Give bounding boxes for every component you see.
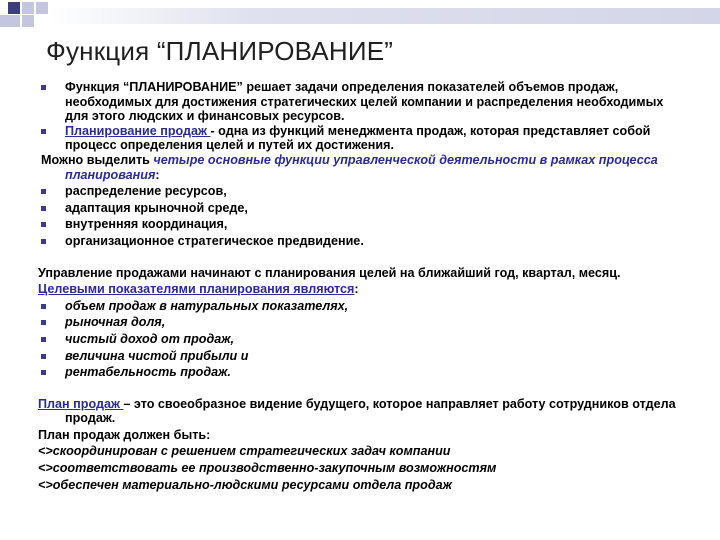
bullet-square-icon	[41, 129, 46, 134]
sales-plan-link[interactable]: План продаж	[38, 396, 124, 411]
sales-planning-link[interactable]: Планирование продаж	[65, 123, 211, 138]
target-item: рентабельность продаж.	[65, 365, 231, 380]
target-item: величина чистой прибыли и	[65, 348, 249, 363]
sales-plan-text: – это своеобразное видение будущего, которое направляет работу сотрудников отдела продаж.	[65, 396, 676, 426]
decor-square	[22, 2, 34, 14]
functions-intro-plain: Можно выделить	[41, 152, 154, 167]
function-item: организационное стратегическое предвидение.	[65, 233, 364, 248]
targets-link[interactable]: Целевыми показателями планирования являются	[38, 282, 355, 297]
sales-plan-para	[38, 397, 678, 426]
functions-intro-colon: :	[155, 167, 160, 182]
functions-intro	[38, 153, 678, 182]
bullet-square-icon	[41, 189, 46, 194]
target-item: объем продаж в натуральных показателях,	[65, 298, 349, 313]
header-decoration	[0, 0, 720, 34]
slide-body	[38, 80, 678, 492]
decor-square	[22, 15, 34, 27]
function-item: внутренняя координация,	[65, 217, 228, 232]
bullet-item	[38, 124, 678, 153]
spacer	[38, 380, 678, 397]
bullet-square-icon	[41, 85, 46, 90]
management-para: Управление продажами начинают с планирования целей на ближайший год, квартал, месяц.	[38, 265, 621, 280]
bullet-item	[38, 315, 678, 330]
requirement-item: <>соответствовать ее производственно-закупочным возможностям	[38, 461, 497, 476]
sales-planning-text: - одна из функций менеджмента продаж, которая представляет собой процесс определения целей и путей их достижения.	[65, 123, 651, 153]
requirement-item: <>обеспечен материально-людскими ресурсами отдела продаж	[38, 477, 452, 492]
bullet-item	[38, 349, 678, 364]
bullet-square-icon	[41, 206, 46, 211]
functions-intro-italic: четыре основные функции управленческой деятельности в рамках процесса планирования	[65, 152, 658, 182]
spacer	[38, 249, 678, 266]
function-item: распределение ресурсов,	[65, 184, 227, 199]
bullet-square-icon	[41, 337, 46, 342]
decor-square	[8, 2, 20, 14]
bullet-square-icon	[41, 222, 46, 227]
bullet-square-icon	[41, 320, 46, 325]
requirement-item: <>скоординирован с решением стратегических задач компании	[38, 444, 451, 459]
bullet-item	[38, 80, 678, 124]
bullet-item	[38, 217, 678, 232]
bullet-item	[38, 332, 678, 347]
decor-square	[8, 15, 20, 27]
bullet-square-icon	[41, 370, 46, 375]
bullet-square-icon	[41, 354, 46, 359]
targets-heading	[38, 282, 678, 297]
target-item: рыночная доля,	[65, 315, 166, 330]
target-item: чистый доход от продаж,	[65, 331, 235, 346]
planning-definition-text: Функция “ПЛАНИРОВАНИЕ” решает задачи определения показателей объемов продаж, необходимых для достижения стратегических целей компании и распределения необходимых для этого людских и финансовых ресурсов.	[65, 80, 664, 124]
slide-title: Функция “ПЛАНИРОВАНИЕ”	[46, 36, 394, 66]
bullet-item	[38, 234, 678, 249]
targets-colon: :	[354, 282, 359, 297]
function-item: адаптация крыночной среде,	[65, 200, 248, 215]
bullet-item	[38, 299, 678, 314]
decor-square	[36, 2, 48, 14]
bullet-item	[38, 365, 678, 380]
bullet-square-icon	[41, 304, 46, 309]
bullet-item	[38, 201, 678, 216]
plan-requirements-heading: План продаж должен быть:	[38, 427, 211, 442]
decor-bar	[50, 8, 720, 24]
bullet-square-icon	[41, 239, 46, 244]
bullet-item	[38, 184, 678, 199]
